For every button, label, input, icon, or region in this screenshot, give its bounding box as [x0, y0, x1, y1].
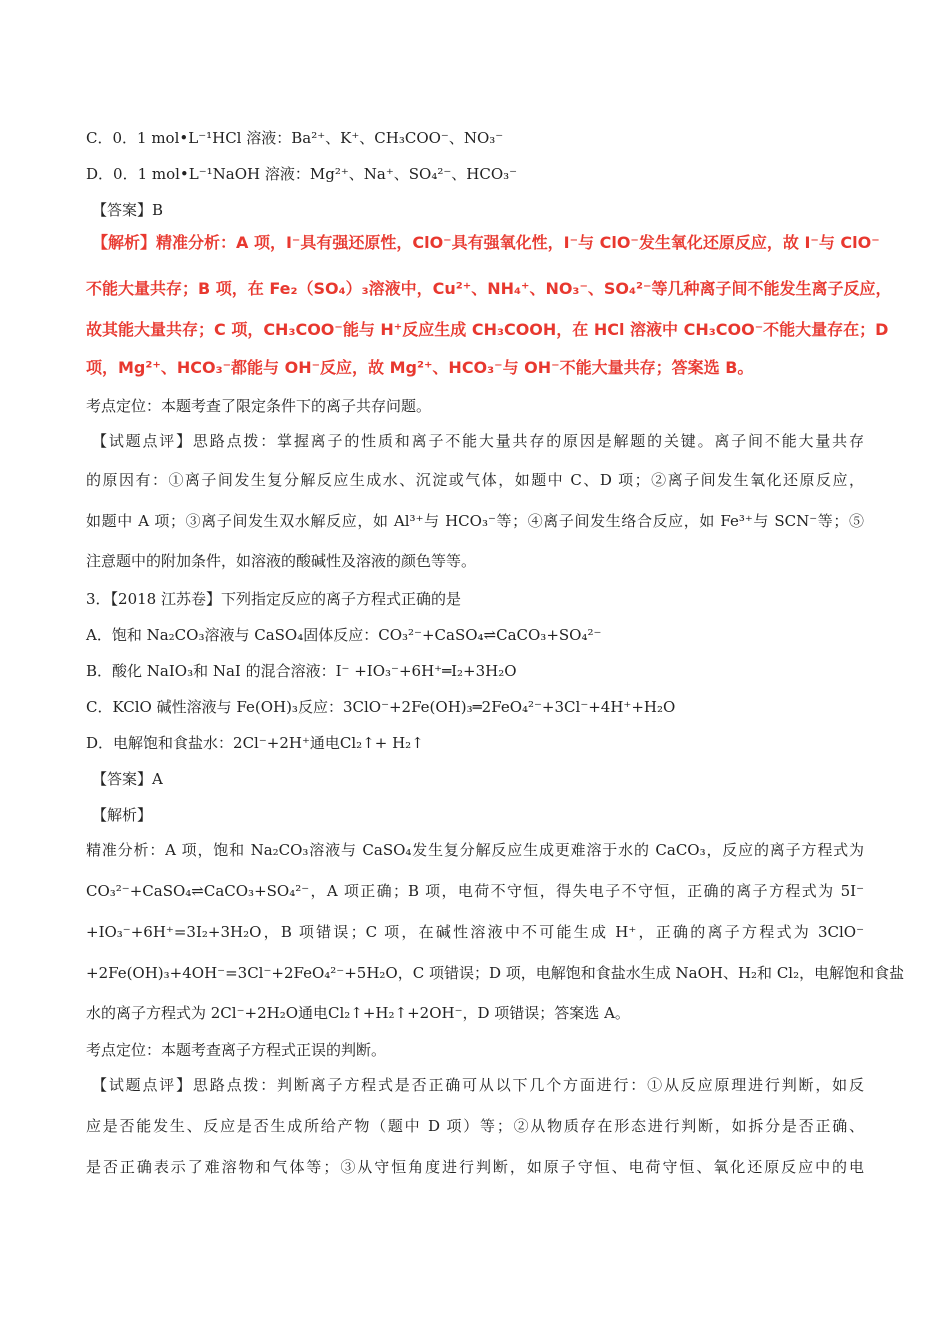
topic-location: 考点定位：本题考查了限定条件下的离子共存问题。 [86, 397, 432, 415]
option-a-line: A．饱和 Na₂CO₃溶液与 CaSO₄固体反应：CO₃²⁻+CaSO₄⇌CaCO₃+SO₄²⁻ [86, 626, 602, 644]
analysis-line-2: 不能大量共存；B 项，在 Fe₂（SO₄）₃溶液中，Cu²⁺、NH₄⁺、NO₃⁻、SO₄²⁻等几种离子间不能发生离子反应， [86, 279, 892, 298]
comment-line-3: 如题中 A 项；③离子间发生双水解反应，如 Al³⁺与 HCO₃⁻等；④离子间发生络合反应，如 Fe³⁺与 SCN⁻等；⑤ [86, 512, 864, 530]
analysis-q3-line-4: +2Fe(OH)₃+4OH⁻=3Cl⁻+2FeO₄²⁻+5H₂O，C 项错误；D 项，电解饱和食盐水生成 NaOH、H₂和 Cl₂，电解饱和食盐 [86, 964, 905, 982]
analysis-line-3: 故其能大量共存；C 项，CH₃COO⁻能与 H⁺反应生成 CH₃COOH，在 HCl 溶液中 CH₃COO⁻不能大量存在；D [86, 320, 889, 339]
analysis-line-4: 项，Mg²⁺、HCO₃⁻都能与 OH⁻反应，故 Mg²⁺、HCO₃⁻与 OH⁻不能大量共存；答案选 B。 [86, 358, 754, 377]
option-b-line: B．酸化 NaIO₃和 NaI 的混合溶液：I⁻ +IO₃⁻+6H⁺═I₂+3H₂O [86, 662, 517, 680]
answer-label-q3: 【答案】A [92, 770, 163, 788]
comment-line-1: 【试题点评】思路点拨：掌握离子的性质和离子不能大量共存的原因是解题的关键。离子间不能大量共存 [92, 432, 864, 450]
comment-q3-line-2: 应是否能发生、反应是否生成所给产物（题中 D 项）等；②从物质存在形态进行判断，如拆分是否正确、 [86, 1117, 864, 1135]
option-c-line: C．0．1 mol•L⁻¹HCl 溶液：Ba²⁺、K⁺、CH₃COO⁻、NO₃⁻ [86, 129, 504, 147]
topic-location-q3: 考点定位：本题考查离子方程式正误的判断。 [86, 1041, 387, 1059]
comment-q3-line-3: 是否正确表示了难溶物和气体等；③从守恒角度进行判断，如原子守恒、电荷守恒、氧化还原反应中的电 [86, 1158, 864, 1176]
comment-q3-line-1: 【试题点评】思路点拨：判断离子方程式是否正确可从以下几个方面进行：①从反应原理进行判断，如反 [92, 1076, 864, 1094]
option-d-line: D．0．1 mol•L⁻¹NaOH 溶液：Mg²⁺、Na⁺、SO₄²⁻、HCO₃⁻ [86, 165, 518, 183]
comment-line-4: 注意题中的附加条件，如溶液的酸碱性及溶液的颜色等等。 [86, 552, 477, 570]
analysis-q3-line-3: +IO₃⁻+6H⁺=3I₂+3H₂O，B 项错误；C 项，在碱性溶液中不可能生成 H⁺，正确的离子方程式为 3ClO⁻ [86, 923, 864, 941]
answer-label: 【答案】B [92, 201, 164, 219]
analysis-line-1: 【解析】精准分析：A 项，I⁻具有强还原性，ClO⁻具有强氧化性，I⁻与 ClO⁻发生氧化还原反应，故 I⁻与 ClO⁻ [92, 233, 880, 252]
analysis-q3-line-5: 水的离子方程式为 2Cl⁻+2H₂O通电Cl₂↑+H₂↑+2OH⁻，D 项错误；答案选 A。 [86, 1004, 630, 1022]
analysis-label-q3: 【解析】 [92, 806, 153, 824]
option-c-line-q3: C．KClO 碱性溶液与 Fe(OH)₃反应：3ClO⁻+2Fe(OH)₃═2FeO₄²⁻+3Cl⁻+4H⁺+H₂O [86, 698, 676, 716]
analysis-q3-line-2: CO₃²⁻+CaSO₄⇌CaCO₃+SO₄²⁻，A 项正确；B 项，电荷不守恒，得失电子不守恒，正确的离子方程式为 5I⁻ [86, 882, 864, 900]
question-3-title: 3．【2018 江苏卷】下列指定反应的离子方程式正确的是 [86, 590, 461, 608]
option-d-line-q3: D．电解饱和食盐水：2Cl⁻+2H⁺通电Cl₂↑+ H₂↑ [86, 734, 424, 752]
analysis-q3-line-1: 精准分析：A 项，饱和 Na₂CO₃溶液与 CaSO₄发生复分解反应生成更难溶于水的 CaCO₃，反应的离子方程式为 [86, 841, 864, 859]
comment-line-2: 的原因有：①离子间发生复分解反应生成水、沉淀或气体，如题中 C、D 项；②离子间发生氧化还原反应， [86, 471, 864, 489]
